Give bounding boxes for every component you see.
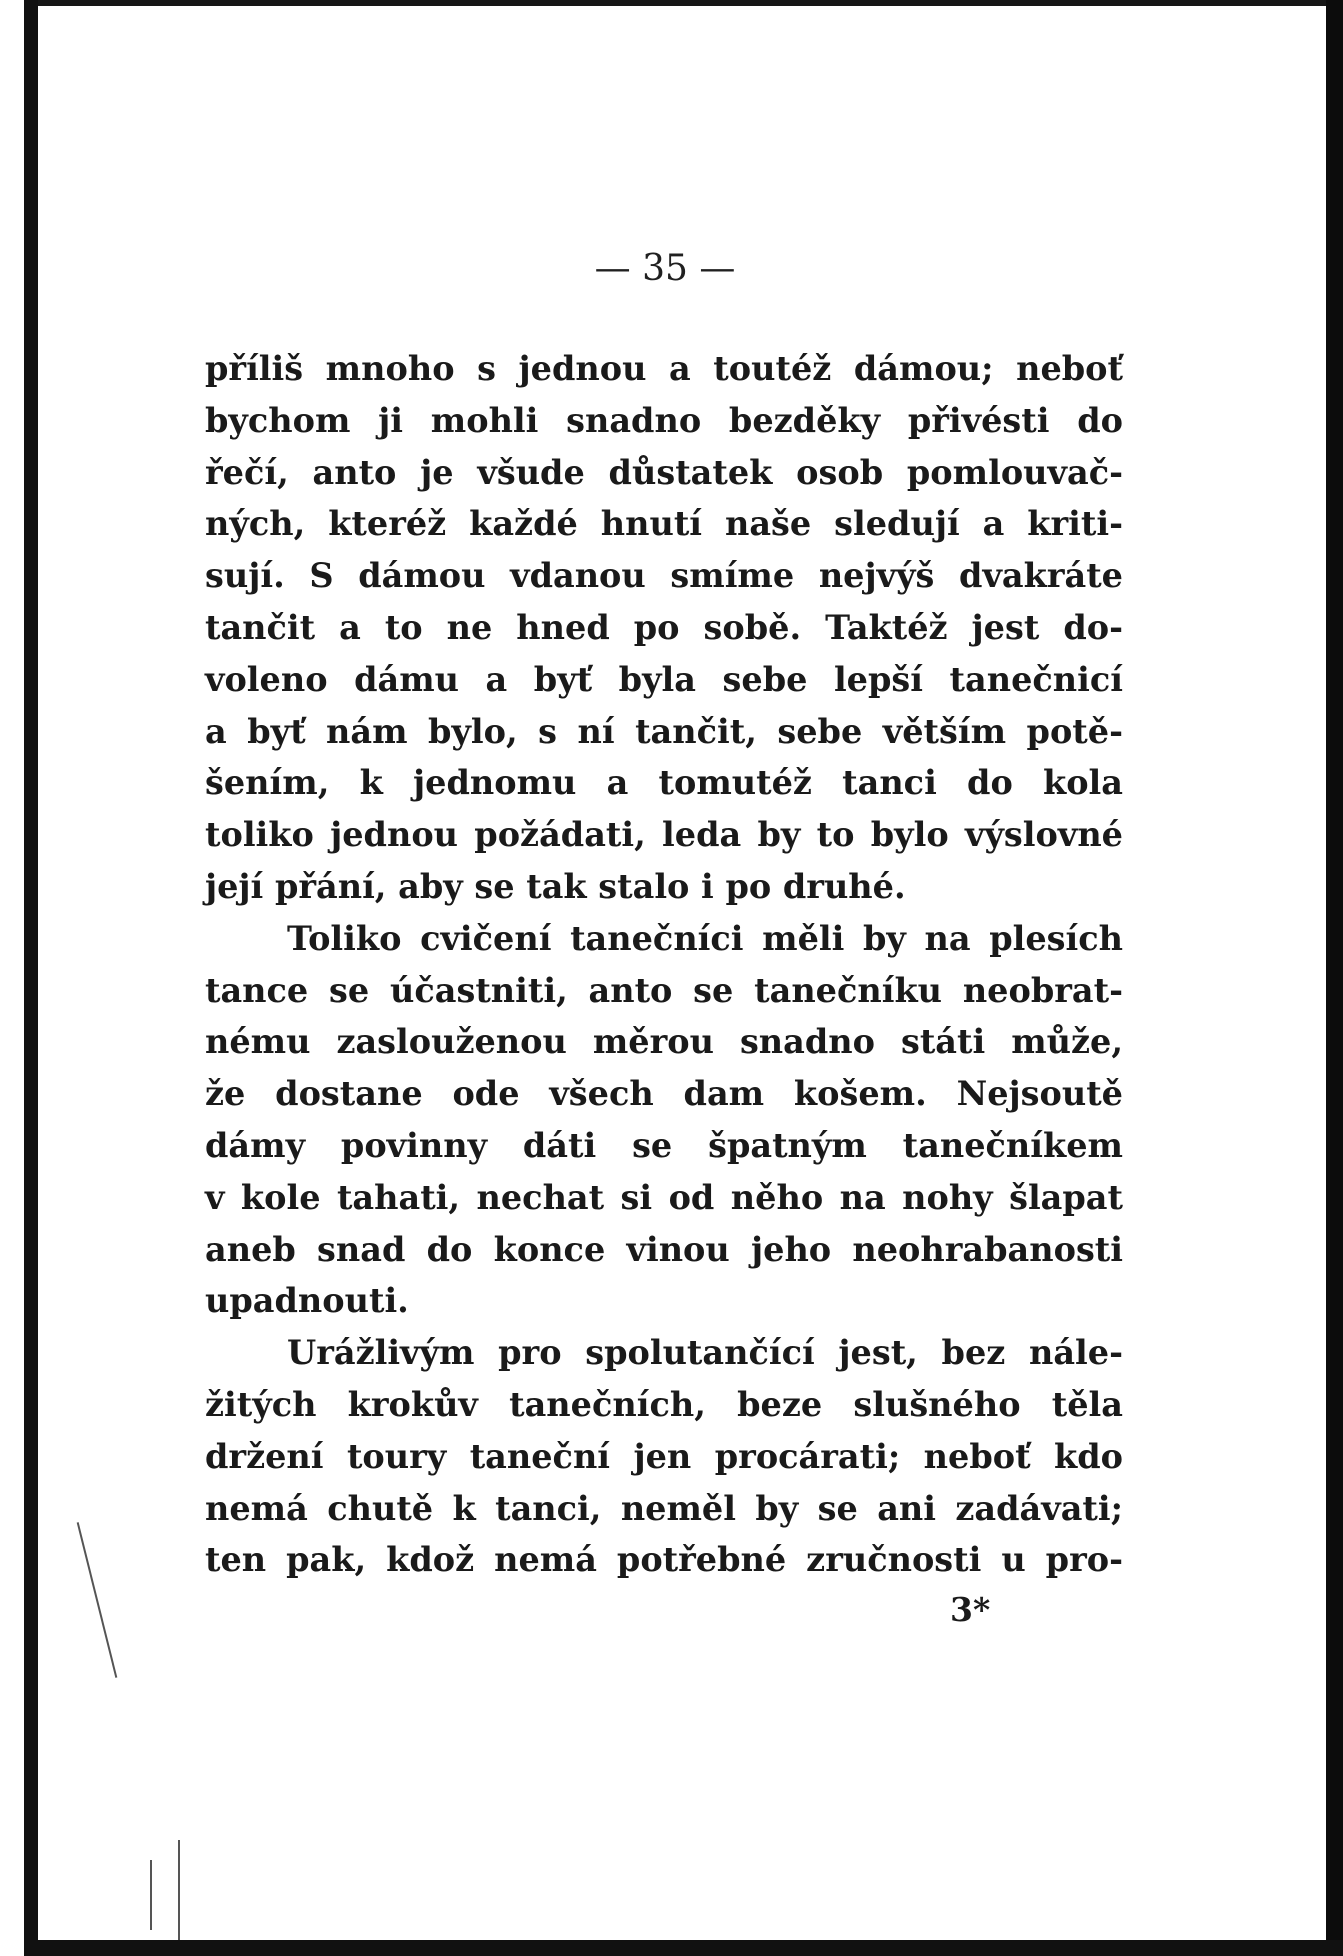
text-line: dámy povinny dáti se špatným tanečníkem bbox=[205, 1125, 1123, 1165]
text-line: držení toury taneční jen procárati; neboť kdo bbox=[205, 1436, 1123, 1476]
text-line: upadnouti. bbox=[205, 1281, 409, 1321]
text-line: voleno dámu a byť byla sebe lepší tanečnicí bbox=[205, 659, 1123, 699]
scan-border-top bbox=[30, 0, 1330, 6]
gutter-scratch bbox=[77, 1522, 118, 1678]
text-line: šením, k jednomu a tomutéž tanci do kola bbox=[205, 763, 1123, 803]
text-line: nemá chutě k tanci, neměl by se ani zadávati; bbox=[205, 1488, 1123, 1528]
gutter-scratch bbox=[150, 1860, 152, 1930]
text-line: její přání, aby se tak stalo i po druhé. bbox=[205, 866, 906, 906]
text-line: aneb snad do konce vinou jeho neohrabanosti bbox=[205, 1229, 1123, 1269]
text-line: Urážlivým pro spolutančící jest, bez nále- bbox=[287, 1333, 1123, 1373]
text-line: ten pak, kdož nemá potřebné zručnosti u pro- bbox=[205, 1540, 1123, 1580]
text-line: Toliko cvičení tanečníci měli by na plesích bbox=[287, 918, 1123, 958]
gutter-scratch bbox=[178, 1840, 180, 1940]
text-line: nému zaslouženou měrou snadno státi může, bbox=[205, 1022, 1123, 1062]
text-line: žitých krokův tanečních, beze slušného těla bbox=[205, 1384, 1123, 1424]
text-line: a byť nám bylo, s ní tančit, sebe větším potě- bbox=[205, 711, 1123, 751]
body-text bbox=[205, 343, 1123, 1586]
scan-border-right bbox=[1326, 0, 1343, 1956]
text-line: tance se účastniti, anto se tanečníku neobrat- bbox=[205, 970, 1123, 1010]
text-line: bychom ji mohli snadno bezděky přivésti do bbox=[205, 400, 1123, 440]
text-line: příliš mnoho s jednou a toutéž dámou; neboť bbox=[205, 349, 1123, 388]
scan-border-bottom bbox=[24, 1940, 1343, 1956]
text-line: ných, kteréž každé hnutí naše sledují a kriti- bbox=[205, 504, 1123, 544]
scan-border-left bbox=[24, 0, 38, 1956]
printer-signature: 3* bbox=[950, 1590, 991, 1629]
text-line: tančit a to ne hned po sobě. Taktéž jest do- bbox=[205, 607, 1123, 647]
text-line: toliko jednou požádati, leda by to bylo výslovné bbox=[205, 815, 1123, 855]
text-line: v kole tahati, nechat si od něho na nohy šlapat bbox=[205, 1177, 1123, 1217]
page-number: — 35 — bbox=[594, 248, 736, 289]
text-line: řečí, anto je všude důstatek osob pomlouvač- bbox=[205, 452, 1123, 492]
text-line: sují. S dámou vdanou smíme nejvýš dvakráte bbox=[205, 556, 1123, 596]
text-line: že dostane ode všech dam košem. Nejsoutě bbox=[205, 1074, 1123, 1114]
